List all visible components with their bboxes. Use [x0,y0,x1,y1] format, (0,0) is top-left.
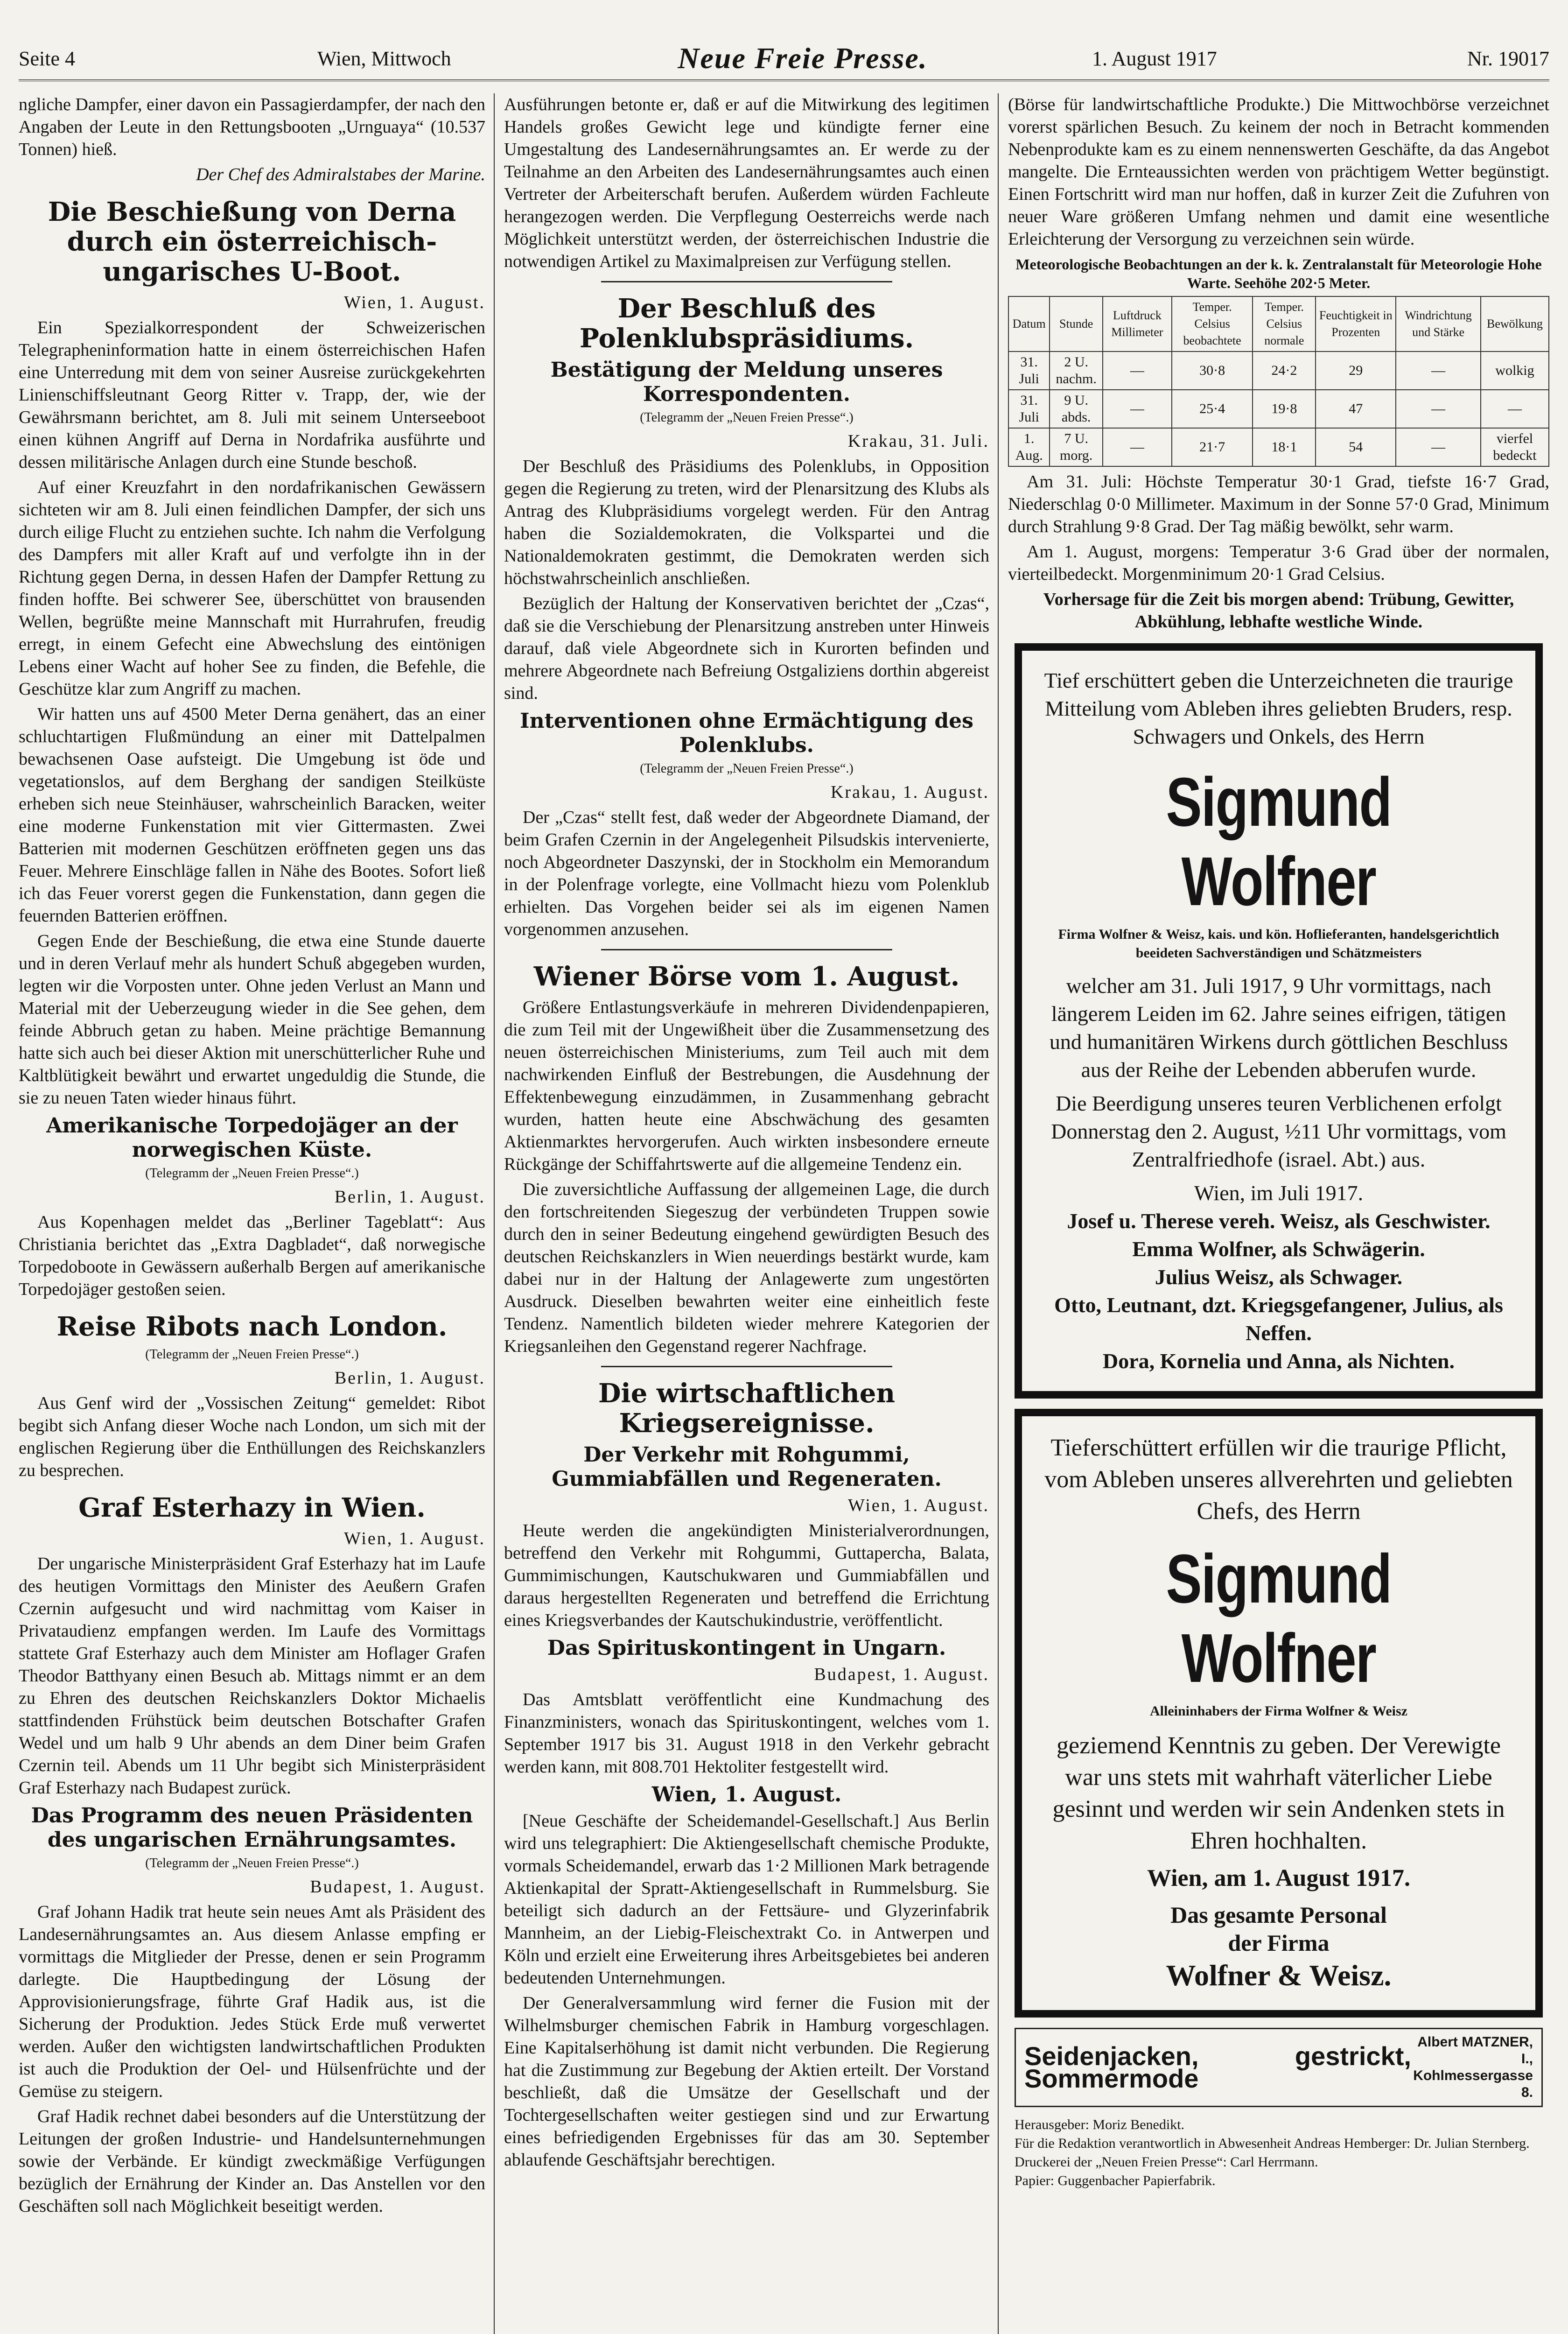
notice-text: geziemend Kenntnis zu geben. Der Verewigte war uns stets mit wahrhaft väterlicher Liebe gesinnt und werden wir sein Andenken stets in Ehren hochhalten. [1052,1732,1505,1854]
telegram-note: (Telegramm der „Neuen Freien Presse“.) [145,1856,359,1870]
paragraph: Auf einer Kreuzfahrt in den nordafrikanischen Gewässern sichteten wir am 8. Juli einen feindlichen Dampfer, der sich uns durch eilige Flucht zu entziehen suchte. Ich nahm die Verfolgung des Dampfers mit aller Kraft auf und verfolgte ihn in der Richtung gegen Derna, in dessen Hafen der Dampfer Rettung zu finden hoffte. Bei schwerer See, überschüttet von brausenden Wellen, begrüßte meine Mannschaft mit Hurrahrufen, freudig erregt, in einem Gefecht eine Abwechslung des eintönigen Lebens einer Wacht auf hoher See zu finden, die Befehle, die Geschütze klar zum Angriff zu machen. [19,478,485,699]
table-header: Datum [1008,296,1050,352]
table-header: Temper. Celsius beobachtete [1172,296,1253,352]
table-cell: 29 [1316,352,1396,390]
article-title: Graf Esterhazy in Wien. [78,1492,426,1523]
column-1 [19,93,485,2334]
table-row [1008,428,1549,466]
telegram-note: (Telegramm der „Neuen Freien Presse“.) [640,410,854,425]
signatory: der Firma [1228,1930,1330,1956]
table-row [1008,352,1549,390]
paragraph: Heute werden die angekündigten Ministerialverordnungen, betreffend den Verkehr mit Rohgummi, Guttapercha, Balata, Gummimischungen, Kautschukwaren und Gummiabfällen und daraus hergestellten Regeneraten und betreffend die Errichtung eines Kriegsverbandes der Kautschukindustrie, veröffentlicht. [504,1521,989,1630]
paragraph: Wir hatten uns auf 4500 Meter Derna genähert, das an einer schluchtartigen Flußmündung an einer mit Dattelpalmen bewachsenen Oase aufsteigt. Die Umgebung ist öde und vegetationslos, auf dem Berghang der sandigen Steilküste erheben sich neue Steinhäuser, wahrscheinlich Baracken, weiter eine moderne Funkenstation mit vier Gittermasten. Zwei Batterien mit modernen Geschützen eröffneten gegen uns das Feuer. Mehrere Einschläge fallen in Nähe des Bootes. Sofort ließ ich das Feuer vorerst gegen die Funkenstation, dann gegen die feuernden Batterien eröffnen. [19,704,485,926]
table-cell: — [1103,352,1172,390]
table-cell: 47 [1316,390,1396,428]
table-cell: — [1481,390,1549,428]
table-cell: — [1103,390,1172,428]
imprint [1015,2116,1543,2190]
table-cell: 30·8 [1172,352,1253,390]
ad-text: Seidenjacken, gestrickt, Sommermode [1024,2041,1411,2093]
ad-address [1411,2034,1533,2101]
dateline: Budapest, 1. August. [814,1665,989,1684]
signatory: Das gesamte Personal [1170,1902,1387,1928]
weather-title: Meteorologische Beobachtungen an der k. k. Zentralanstalt für Meteorologie Hohe Warte. Seehöhe 202·5 Meter. [1015,256,1542,291]
table-header: Temper. Celsius normale [1253,296,1316,352]
notice-place-date: Wien, im Juli 1917. [1194,1181,1364,1205]
paragraph: Die zuversichtliche Auffassung der allgemeinen Lage, die durch den fortschreitenden Siegeszug der verbündeten Truppen sowie durch den in seiner Bedeutung eingehend gewürdigten Besuch des deutschen Reichskanzlers in Wien neuerdings bestärkt wurde, kam dabei nur in der Haltung der Anlagewerte zum ungestörten Ausdruck. Dieselben bewahrten weiter eine einheitlich feste Tendenz. Namentlich bildeten wieder mehrere Kategorien der Kriegsanleihen den Gegenstand regerer Nachfrage. [504,1180,989,1356]
table-header: Bewölkung [1481,296,1549,352]
dateline: Berlin, 1. August. [334,1187,485,1207]
article-title: Die wirtschaftlichen Kriegsereignisse. [598,1378,896,1439]
telegram-note: (Telegramm der „Neuen Freien Presse“.) [145,1347,359,1362]
paragraph: Am 31. Juli: Höchste Temperatur 30·1 Grad, tiefste 16·7 Grad, Niederschlag 0·0 Millimeter. Maximum in der Sonne 57·0 Grad, Minimum durch Strahlung 9·8 Grad. Der Tag mäßig bewölkt, sehr warm. [1008,472,1549,536]
masthead: Neue Freie Presse. [678,42,928,75]
advertisement [1015,2028,1543,2107]
article-title: Die Beschießung von Derna durch ein österreichisch-ungarisches U-Boot. [48,197,456,287]
paragraph: Bezüglich der Haltung der Konservativen berichtet der „Czas“, daß sie die Verschiebung der Plenarsitzung anstreben unter Hinweis darauf, daß viele Abgeordnete sich in Kurorten befinden und mehrere Abgeordnete nach Befreiung Ostgaliziens dorthin abgereist sind. [504,594,989,703]
table-cell: 2 U. nachm. [1050,352,1103,390]
dateline: Wien, 1. August. [344,293,485,312]
dateline: Wien, 1. August. [848,1496,989,1515]
deceased-name: Sigmund Wolfner [1166,1540,1392,1697]
paragraph: Gegen Ende der Beschießung, die etwa eine Stunde dauerte und in deren Verlauf mehr als hundert Schuß abgegeben wurden, legten wir die Vorposten unter. Ohne jeden Verlust an Mann und Material mit der Ueberzeugung wieder in die See gehen, dem feinde Abbruch getan zu haben. Meine prächtige Bemannung hatte sich auch bei dieser Aktion mit unerschütterlicher Ruhe und Kaltblütigkeit bewährt und erwartet ungeduldig die Stunde, die sie zu neuen Taten wieder hinaus führt. [19,931,485,1108]
notice-place-date: Wien, am 1. August 1917. [1147,1865,1410,1891]
column-rule [494,93,495,2334]
table-cell: 18·1 [1253,428,1316,466]
notice-text: Die Beerdigung unseres teuren Verblichenen erfolgt Donnerstag den 2. August, ½11 Uhr vormittags, vom Zentralfriedhofe (israel. Abt.) aus. [1051,1091,1506,1171]
paragraph: Der „Czas“ stellt fest, daß weder der Abgeordnete Diamand, der beim Grafen Czernin in der Angelegenheit Pilsudskis intervenierte, noch Abgeordneter Daszynski, der in Stockholm ein Memorandum in der Polenfrage vorlegte, eine Vollmacht hiezu vom Polenklub erhielten. Das Vorgehen beider sei als im eigenen Namen vorgenommen anzusehen. [504,808,989,939]
signatory: Emma Wolfner, als Schwägerin. [1132,1237,1425,1261]
page-header [19,19,1549,81]
column-3 [1008,93,1549,2334]
paragraph: Aus Genf wird der „Vossischen Zeitung“ gemeldet: Ribot begibt sich Anfang dieser Woche nach London, um sich mit der englischen Regierung über die Enthüllungen des Reichskanzlers zu besprechen. [19,1393,485,1480]
paragraph: Ein Spezialkorrespondent der Schweizerischen Telegrapheninformation hatte in einem österreichischen Hafen eine Unterredung mit dem von seiner Ausreise zurückgekehrten Linienschiffsleutnant Georg Ritter v. Trapp, der, wie der Gewährsmann berichtet, am 8. Juli mit seinem Unterseeboot einen kühnen Angriff auf Derna in Nordafrika ausführte und dessen militärische Anlagen durch eine Stunde beschoß. [19,318,485,472]
firm-description: Firma Wolfner & Weisz, kais. und kön. Hoflieferanten, handelsgerichtlich beeideten Sachverständigen und Schätzmeisters [1058,927,1499,961]
paragraph: Der Beschluß des Präsidiums des Polenklubs, in Opposition gegen die Regierung zu treten, wird der Plenarsitzung des Klubs als Antrag des Klubpräsidiums vorgelegt werden. Für den Antrag haben die Sozialdemokraten, die Volkspartei und die Nationaldemokraten gestimmt, die Demokraten werden sich höchstwahrscheinlich anschließen. [504,457,989,588]
dateline: Wien, 1. August. [344,1529,485,1548]
dateline: Krakau, 31. Juli. [847,431,989,451]
table-cell: vierfel bedeckt [1481,428,1549,466]
signatory: Josef u. Therese vereh. Weisz, als Geschwister. [1067,1209,1491,1233]
paragraph: Graf Johann Hadik trat heute sein neues Amt als Präsident des Landesernährungsamtes an. Aus diesem Anlasse empfing er vormittags die Mitglieder der Presse, denen er sein Programm darlegte. Die Hauptbedingung der Lösung der Approvisionierungsfrage, führte Graf Hadik aus, ist die Sicherung der Produktion. Jedes Stück Erde muß verwertet werden. Außer den wichtigsten landwirtschaftlichen Produkten ist auch die Produktion der Oel- und Hülsenfrüchte und der Gemüse zu steigern. [19,1902,485,2101]
table-cell: — [1396,352,1481,390]
imprint-line: Druckerei der „Neuen Freien Presse“: Carl Herrmann. [1015,2154,1318,2170]
imprint-line: Papier: Guggenbacher Papierfabrik. [1015,2173,1216,2188]
signature: Der Chef des Admiralstabes der Marine. [196,165,485,184]
telegram-note: (Telegramm der „Neuen Freien Presse“.) [145,1166,359,1181]
table-cell: 21·7 [1172,428,1253,466]
table-cell: 24·2 [1253,352,1316,390]
article-title: Das Spirituskontingent in Ungarn. [547,1636,946,1660]
paragraph: Am 1. August, morgens: Temperatur 3·6 Grad über der normalen, vierteilbedeckt. Morgenminimum 20·1 Grad Celsius. [1008,542,1549,584]
ad-name: Albert MATZNER, [1417,2034,1533,2050]
article-title: Das Programm des neuen Präsidenten des ungarischen Ernährungsamtes. [31,1804,473,1852]
paragraph: Graf Hadik rechnet dabei besonders auf die Unterstützung der Leitungen der großen Industrie- und Handelsunternehmungen sowie der Verbände. Er kündigt zweckmäßige Verfügungen bezüglich der Ernährung der Kinder an. Das Anstellen vor den Geschäften soll nach Möglichkeit beseitigt werden. [19,2107,485,2216]
table-cell: 19·8 [1253,390,1316,428]
paragraph: [Neue Geschäfte der Scheidemandel-Gesellschaft.] Aus Berlin wird uns telegraphiert: Die Aktiengesellschaft chemische Produkte, vormals Scheidemandel, erwarb das 1·2 Millionen Mark betragende Aktienkapital der Spratt-Aktiengesellschaft in Rummelsburg. Sie beteiligt sich dadurch an der Fettsäure- und Glyzerinfabrik Mannheim, an der Liebig-Fleischextrakt Co. in Antwerpen und Köln und erzielt eine Erweiterung ihres Arbeitsgebietes bei anderen bedeutenden Unternehmungen. [504,1811,989,1988]
article-title: Wiener Börse vom 1. August. [533,961,960,992]
place-date: Wien, Mittwoch [317,47,451,70]
article-title: Interventionen ohne Ermächtigung des Polenklubs. [520,709,973,757]
table-row [1008,390,1549,428]
paragraph: Ausführungen betonte er, daß er auf die Mitwirkung des legitimen Handels großes Gewicht lege und kündigte ferner eine Umgestaltung des Landesernährungsamtes an. Er werde zu der Teilnahme an den Arbeiten des Landesernährungsamtes auch einen Vertreter der Arbeiterschaft berufen. Außerdem würden Fachleute herangezogen werden. Die Verpflegung Oesterreichs werde nach Möglichkeit unterstützt werden, der österreichischen Industrie die notwendigen Artikel zu Maximalpreisen zur Verfügung stellen. [504,95,989,271]
telegram-note: (Telegramm der „Neuen Freien Presse“.) [640,761,854,776]
notice-text: Tief erschüttert geben die Unterzeichneten die traurige Mitteilung vom Ableben ihres geliebten Bruders, resp. Schwagers und Onkels, des Herrn [1044,668,1513,748]
signatory: Dora, Kornelia und Anna, als Nichten. [1103,1349,1455,1373]
article-subtitle: Der Verkehr mit Rohgummi, Gummiabfällen und Regeneraten. [552,1443,942,1491]
notice-text: welcher am 31. Juli 1917, 9 Uhr vormittags, nach längerem Leiden im 62. Jahre seines eifrigen, tätigen und humanitären Wirkens durch göttlichen Beschluss aus der Reihe der Lebenden abberufen wurde. [1049,974,1508,1082]
divider [601,281,892,282]
signatory: Wolfner & Weisz. [1166,1959,1392,1992]
notice-text: Tieferschüttert erfüllen wir die traurige Pflicht, vom Ableben unseres allverehrten und geliebten Chefs, des Herrn [1044,1434,1513,1525]
table-cell: — [1103,428,1172,466]
paragraph: Der ungarische Ministerpräsident Graf Esterhazy hat im Laufe des heutigen Vormittags den Minister des Aeußern Grafen Czernin aufgesucht und wird nachmittag vom Kaiser in Privataudienz empfangen werden. Im Laufe des Vormittags stattete Graf Esterhazy auch dem Minister am Hoflager Grafen Theodor Batthyany einen Besuch ab. Mittags nimmt er an dem zu Ehren des deutschen Reichskanzlers Doktor Michaelis stattfindenden Frühstück beim deutschen Botschafter Grafen Wedel und um halb 9 Uhr abends an dem Diner beim Grafen Czernin teil. Abends um 11 Uhr begibt sich Ministerpräsident Graf Esterhazy nach Budapest zurück. [19,1554,485,1798]
signatory: Otto, Leutnant, dzt. Kriegsgefangener, Julius, als Neffen. [1054,1293,1503,1345]
table-header: Feuchtigkeit in Prozenten [1316,296,1396,352]
paragraph: Größere Entlastungsverkäufe in mehreren Dividendenpapieren, die zum Teil mit der Ungewißheit über die Zusammensetzung des neuen österreichischen Ministeriums, zum Teil auch mit dem nachwirkenden Einfluß der Bestrebungen, die Ausdehnung der Effektenbewegung einzudämmen, in Zusammenhang gebracht wurden, hatten heute eine Abschwächung des gesamten Aktienmarktes hervorgerufen. Auch wirkten insbesondere erneute Rückgänge der Schiffahrtswerte auf die allgemeine Tendenz ein. [504,998,989,1174]
signatory: Julius Weisz, als Schwager. [1155,1265,1403,1289]
dateline: Budapest, 1. August. [310,1877,485,1897]
paragraph: Aus Kopenhagen meldet das „Berliner Tageblatt“: Aus Christiania berichtet das „Extra Dagbladet“, daß norwegische Torpedoboote in Gewässern außerhalb Bergen auf amerikanische Torpedojäger gestoßen seien. [19,1212,485,1299]
table-cell: 31. Juli [1008,352,1050,390]
table-cell: wolkig [1481,352,1549,390]
table-cell: 31. Juli [1008,390,1050,428]
article-title: Der Beschluß des Polenklubspräsidiums. [579,293,914,354]
table-cell: 9 U. abds. [1050,390,1103,428]
table-cell: 1. Aug. [1008,428,1050,466]
table-cell: 7 U. morg. [1050,428,1103,466]
imprint-line: Herausgeber: Moriz Benedikt. [1015,2117,1185,2132]
article-title: Reise Ribots nach London. [56,1311,448,1342]
article-title: Amerikanische Torpedojäger an der norwegischen Küste. [46,1114,458,1162]
imprint-line: Für die Redaktion verantwortlich in Abwesenheit Andreas Hemberger: Dr. Julian Sternberg. [1015,2136,1530,2151]
table-header: Windrichtung und Stärke [1396,296,1481,352]
table-cell: 25·4 [1172,390,1253,428]
obituary-notice-family [1015,643,1543,1399]
table-header: Stunde [1050,296,1103,352]
article-subtitle: Bestätigung der Meldung unseres Korrespondenten. [550,358,943,406]
paragraph: (Börse für landwirtschaftliche Produkte.) Die Mittwochbörse verzeichnet vorerst spärlichen Besuch. Zu keinem der noch in Betracht kommenden Nebenprodukte kam es zu einem nennenswerten Geschäfte, da das Angebot mangelte. Die Ernteaussichten werden von prächtigem Wetter begünstigt. Einen Fortschritt wird man nur hoffen, daß in kurzer Zeit die Zufuhren von neuer Ware größeren Umfang nehmen und damit eine wesentliche Erleichterung der Versorgung zu verzeichnen sein würde. [1008,95,1549,249]
column-rule [998,93,999,2334]
weather-table [1008,296,1549,467]
paragraph: ngliche Dampfer, einer davon ein Passagierdampfer, der nach den Angaben der Leute in den Rettungsbooten „Urnguaya“ (10.537 Tonnen) hieß. [19,95,485,159]
article-title: Wien, 1. August. [651,1783,842,1807]
paragraph: Der Generalversammlung wird ferner die Fusion mit der Wilhelmsburger chemischen Fabrik in Hamburg vorgeschlagen. Eine Kapitalserhöhung ist damit nicht verbunden. Die Regierung hat die Zustimmung zur Begebung der Aktien erteilt. Der Vorstand beschließt, daß die Umsätze der Gesellschaft und der Tochtergesellschaften weiter gestiegen sind und zur Erwartung eines befriedigenden Ergebnisses für das am 30. September ablaufende Geschäftsjahr berechtigen. [504,1993,989,2170]
ad-street: I., Kohlmessergasse 8. [1413,2051,1533,2100]
column-2 [504,93,989,2334]
page-number: Seite 4 [19,47,75,70]
divider [601,1366,892,1367]
deceased-name: Sigmund Wolfner [1166,764,1392,920]
firm-description: Alleininhabers der Firma Wolfner & Weisz [1150,1703,1407,1719]
forecast: Vorhersage für die Zeit bis morgen abend: Trübung, Gewitter, Abkühlung, lebhafte westliche Winde. [1043,590,1514,632]
paragraph: Das Amtsblatt veröffentlicht eine Kundmachung des Finanzministers, wonach das Spirituskontingent, welches vom 1. September 1917 bis 31. August 1918 in den Verkehr gebracht werden kann, mit 808.701 Hektoliter festgestellt wird. [504,1690,989,1777]
dateline: Berlin, 1. August. [334,1368,485,1388]
table-cell: — [1396,428,1481,466]
divider [601,949,892,950]
table-cell: 54 [1316,428,1396,466]
dateline: Krakau, 1. August. [830,782,989,802]
obituary-notice-staff [1015,1409,1543,2018]
table-header: Luftdruck Millimeter [1103,296,1172,352]
issue-number: Nr. 19017 [1467,47,1549,70]
issue-date: 1. August 1917 [1092,47,1217,70]
table-cell: — [1396,390,1481,428]
